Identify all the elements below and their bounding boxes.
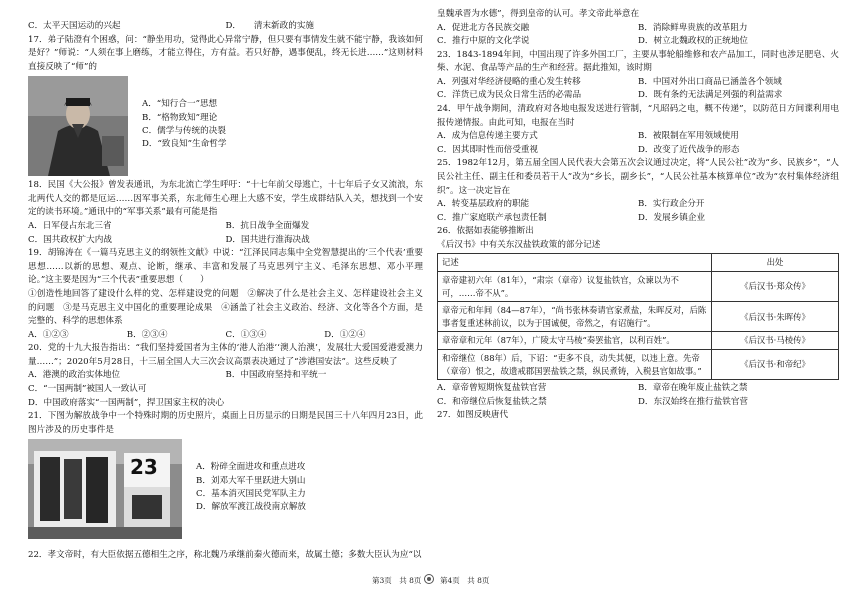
q23-options bbox=[437, 89, 839, 103]
q22-continuation: 皇魏承晋为水德”，得到皇帝的认可。孝文帝此举意在 bbox=[437, 9, 640, 19]
option: B．实行政企分开 bbox=[638, 199, 705, 210]
q25-options bbox=[437, 212, 839, 226]
q22-options bbox=[437, 22, 839, 36]
table-row bbox=[438, 302, 839, 332]
q18-options bbox=[28, 234, 423, 248]
table-header-cell: 记述 bbox=[438, 254, 712, 272]
option: C．基本消灭国民党军队主力 bbox=[196, 488, 306, 499]
option: D． 清末新政的实施 bbox=[225, 21, 315, 31]
option: D．国共进行淮海决战 bbox=[225, 234, 310, 245]
q19-items: ①创造性地回答了建设什么样的党、怎样建设党的问题 ②解决了什么是社会主义、怎样建设社会主义的问题 ③是马克思主义中国化的重要理论成果 ④涵盖了社会主义政治、经济、文化等各个方面，是完整的、科学的思想体系 bbox=[28, 288, 423, 327]
option: D．改变了近代战争的形态 bbox=[638, 144, 740, 155]
table-cell: 《后汉书·马棱传》 bbox=[712, 332, 839, 350]
option: C．推广家庭联产承包责任制 bbox=[437, 212, 547, 223]
option: C．和帝继位后恢复盐铁之禁 bbox=[437, 396, 547, 407]
option: A．粉碎全面进攻和重点进攻 bbox=[196, 462, 306, 473]
option: B．消除鲜卑贵族的改革阻力 bbox=[638, 22, 748, 33]
q23-options bbox=[437, 76, 839, 90]
option: B．中国对外出口商品已涵盖各个领域 bbox=[638, 76, 782, 87]
table-caption: 《后汉书》中有关东汉盐铁政策的部分记述 bbox=[437, 239, 601, 250]
option: B．刘邓大军千里跃进大别山 bbox=[196, 475, 306, 486]
option: A．日军侵占东北三省 bbox=[28, 221, 112, 232]
option: A．列强对华经济侵略的重心发生转移 bbox=[437, 76, 581, 87]
table-row bbox=[438, 332, 839, 350]
table-cell: 《后汉书·朱晖传》 bbox=[712, 302, 839, 332]
calendar-date: 23 bbox=[130, 455, 158, 480]
option: D．①②④ bbox=[324, 329, 366, 340]
question-19: 19．胡锦涛在《一篇马克思主义的纲领性文献》中说：“江泽民同志集中全党智慧提出的‘三个代表’重要思想……以新的思想、观点、论断，继承、丰富和发展了马克思列宁主义、毛泽东思想、邓小平理论。”这主要是因为“三个代表”重要思想（ ） bbox=[28, 248, 423, 286]
table-row bbox=[438, 272, 839, 302]
page-number-left: 第3页 共 8页 bbox=[372, 576, 422, 585]
option: B．章帝在晚年废止盐铁之禁 bbox=[638, 383, 748, 394]
option: A．成为信息传递主要方式 bbox=[437, 131, 538, 142]
question-22: 22．孝文帝时，有大臣依据五德相生之序，称北魏乃承继前秦火德而来，故属土德；多数大臣认为应“以 bbox=[28, 550, 422, 561]
option: D．解放军渡江战役南京解放 bbox=[196, 502, 307, 513]
q16-options bbox=[28, 20, 423, 34]
option: B．被限制在军用领域使用 bbox=[638, 131, 739, 142]
option: C．“一国两制”被国人一致认可 bbox=[28, 383, 147, 394]
q20-options bbox=[28, 369, 423, 383]
question-23: 23．1843-1894年间，中国出现了许多外国工厂，主要从事轮船维修和农产品加工，同时也涉足肥皂、火柴、水泥、食品等产品的生产和经营。据此推知，该时期 bbox=[437, 49, 839, 74]
option: A．“知行合一”思想 bbox=[142, 99, 218, 110]
option: D．中国政府落实“一国两制”，捍卫国家主权的决心 bbox=[28, 397, 225, 408]
option: C．洋货已成为民众日常生活的必需品 bbox=[437, 90, 582, 101]
option: C．太平天国运动的兴起 bbox=[28, 21, 121, 31]
table-cell: 章帝章和元年（87年），广陵太守马棱“奏罢盐官，以利百姓”。 bbox=[438, 332, 712, 350]
option: A．促进北方各民族交融 bbox=[437, 22, 530, 33]
option: D．东汉始终在推行盐铁官营 bbox=[638, 396, 749, 407]
q24-options bbox=[437, 130, 839, 144]
right-column bbox=[437, 8, 839, 423]
option: C．国共政权扩大内战 bbox=[28, 234, 112, 245]
page-number-right: 第4页 共 8页 bbox=[440, 576, 490, 585]
table-row bbox=[438, 350, 839, 380]
calendar-photo bbox=[28, 439, 182, 539]
question-26: 26．依据如表能够推断出 bbox=[437, 226, 534, 237]
salt-iron-table bbox=[437, 253, 839, 380]
option: C．①③④ bbox=[225, 329, 267, 340]
table-cell: 《后汉书·郑众传》 bbox=[712, 272, 839, 302]
question-18: 18．民国《大公报》曾发表通讯，为东北流亡学生呼吁：“十七年前父母逃亡，十七年后子女又流浪，东北两代人交的都是厄运……因军事关系，东北师生心理上大感不安，学生成群结队入关，想找到一个安定的读书环境。”通讯中的“军事关系”最有可能是指 bbox=[28, 180, 423, 218]
table-cell: 章帝元和年间（84—87年），“尚书张林奏请官家煮盐，朱晖反对，后陈事者复重述林前议，以为于国诚便，帝然之，有诏施行”。 bbox=[438, 302, 712, 332]
option: B．“格物致知”理论 bbox=[142, 112, 218, 123]
option: D．既有条约无法满足列强的利益需求 bbox=[638, 90, 783, 101]
q21-block bbox=[28, 439, 423, 539]
q25-options bbox=[437, 198, 839, 212]
question-25: 25．1982年12月，第五届全国人民代表大会第五次会议通过决定，将“人民公社”改为“乡、民族乡”，“人民公社主任、副主任和委员若干人”改为“乡长，副乡长”，“人民公社基本核算单位”改为“农村集体经济组织”。这一决定旨在 bbox=[437, 158, 839, 196]
option: A．转变基层政府的职能 bbox=[437, 199, 530, 210]
q19-options bbox=[28, 329, 423, 343]
option: A．章帝曾短期恢复盐铁官营 bbox=[437, 383, 547, 394]
question-20: 20．党的十九大报告指出：“我们坚持爱国者为主体的‘港人治港’‘澳人治澳’，发展壮大爱国爱港爱澳力量……”；2020年5月28日，十三届全国人大三次会议高票表决通过了“涉港国安法”。这些反映了 bbox=[28, 343, 423, 367]
q24-options bbox=[437, 144, 839, 158]
table-header-cell: 出处 bbox=[712, 254, 839, 272]
table-header-row bbox=[438, 254, 839, 272]
option: A．港澳的政治实体地位 bbox=[28, 370, 121, 381]
option: B．中国政府坚持和平统一 bbox=[225, 370, 327, 381]
question-24: 24．甲午战争期间，清政府对各地电报发送进行管制，“凡昭码之电，概不传递”，以防范日方间谍利用电报传递情报。由此可知，电报在当时 bbox=[437, 104, 839, 128]
question-21: 21．下图为解放战争中一个特殊时期的历史照片，桌面上日历显示的日期是民国三十八年四月23日，此图片涉及的历史事件是 bbox=[28, 411, 423, 435]
binding-hole-icon bbox=[424, 574, 434, 584]
left-column bbox=[28, 20, 423, 563]
option: C．因其即时性而倍受重视 bbox=[437, 144, 539, 155]
option: C．推行中原的文化学说 bbox=[437, 36, 530, 47]
option: C．儒学与传统的决裂 bbox=[142, 125, 226, 136]
option: B．抗日战争全面爆发 bbox=[225, 221, 310, 232]
option: D．树立北魏政权的正统地位 bbox=[638, 36, 749, 47]
q26-options bbox=[437, 382, 839, 396]
question-27: 27．如图反映唐代 bbox=[437, 410, 509, 421]
q18-options bbox=[28, 220, 423, 234]
q22-options bbox=[437, 35, 839, 49]
q17-options bbox=[142, 76, 226, 151]
portrait-image bbox=[28, 76, 128, 176]
table-cell: 和帝继位（88年）后，下诏：“吏多不良，动失其便，以违上意。先帝（章帝）恨之，故遗戒郡国罢盐铁之禁，纵民煮铸，入税县官如故事。” bbox=[438, 350, 712, 380]
q21-options bbox=[196, 439, 306, 514]
option: B．②③④ bbox=[126, 329, 168, 340]
q17-block bbox=[28, 76, 423, 176]
option: A．①②③ bbox=[28, 329, 69, 340]
option: D．发展乡镇企业 bbox=[638, 212, 706, 223]
table-cell: 章帝建初六年（81年），“肃宗（章帝）议复盐铁官，众谏以为不可，……帝不从”。 bbox=[438, 272, 712, 302]
option: D．“致良知”生命哲学 bbox=[142, 139, 227, 150]
question-17: 17．弟子陆澄有个困惑，问：“静坐用功，觉得此心异常宁静，但只要有事情发生就不能宁静，我该如何是好？”师说：“人须在事上磨练，才能立得住，方有益。若只好静，遇事便乱，终无长进……”这则材料直接反映了“师”的 bbox=[28, 34, 423, 72]
q26-options bbox=[437, 396, 839, 410]
table-cell: 《后汉书·和帝纪》 bbox=[712, 350, 839, 380]
